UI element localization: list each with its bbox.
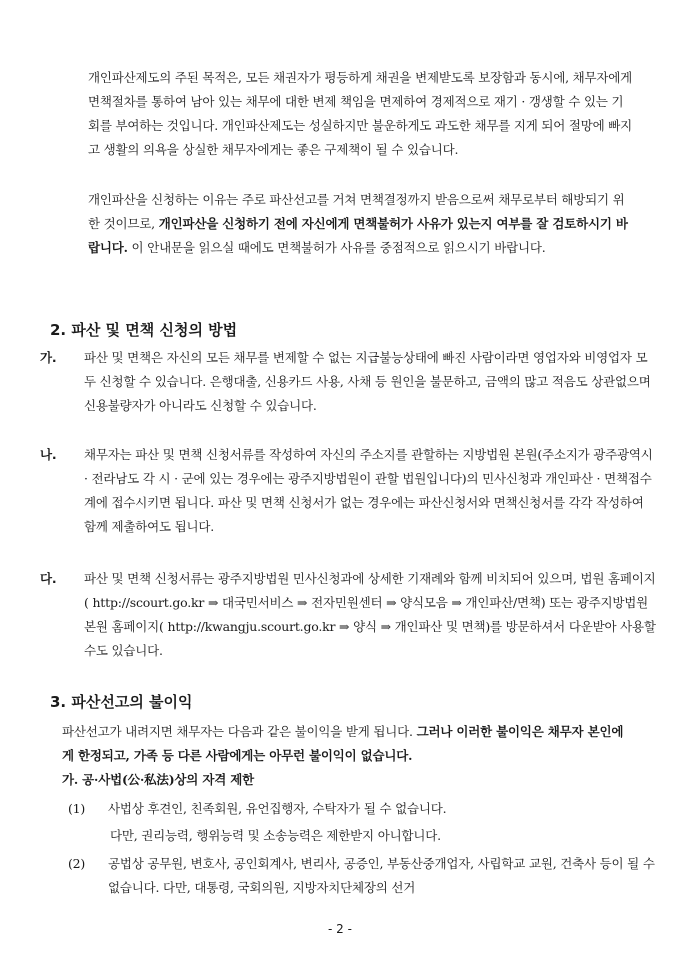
intro-paragraph-1 (88, 66, 633, 162)
section-2-item-marker: 가. (40, 350, 57, 365)
subitem-number: (1) (68, 801, 86, 816)
section-3-subitem-1 (68, 797, 655, 821)
intro-paragraph-1-text: 개인파산제도의 주된 목적은, 모든 채권자가 평등하게 채권을 변제받도록 보장함과 동시에, 채무자에게 면책절차를 통하여 남아 있는 채무에 대한 변제 책임을 면제하여 경제적으로 재기 · 갱생할 수 있는 기회를 부여하는 것입니다. 개인파산제도는 성실하지만 불운하게도 과도한 채무를 지게 되어 절망에 빠지고 생활의 의욕을 상실한 채무자에게는 좋은 구제책이 될 수 있습니다. (88, 70, 633, 157)
section-3-subitem-2 (68, 852, 655, 900)
section-2-item-ga (40, 346, 657, 418)
section-2-item-marker: 나. (40, 447, 57, 462)
page-number: - 2 - (328, 922, 352, 936)
subitem-text: 공법상 공무원, 변호사, 공인회계사, 변리사, 공증인, 부동산중개업자, 사립학교 교원, 건축사 등이 될 수 없습니다. 다만, 대통령, 국회의원, 지방자치단체장의 선거 (108, 856, 655, 895)
intro-paragraph-2 (88, 188, 633, 260)
section-3-subitem-1-note: 다만, 권리능력, 행위능력 및 소송능력은 제한받지 아니합니다. (110, 828, 441, 843)
section-3-intro-emphasis: 그러나 이러한 불이익은 채무자 본인에게 한정되고, 가족 등 다른 사람에게는 아무런 불이익이 없습니다. (62, 724, 624, 763)
section-2-heading: 2. 파산 및 면책 신청의 방법 (50, 321, 238, 339)
subitem-number: (2) (68, 856, 86, 871)
section-3-heading: 3. 파산선고의 불이익 (50, 693, 193, 711)
subitem-text: 사법상 후견인, 친족회원, 유언집행자, 수탁자가 될 수 없습니다. (108, 801, 447, 816)
intro-paragraph-2-text-a: 개인파산을 신청하는 이유는 주로 파산선고를 거쳐 면책결정까지 받음으로써 채무로부터 해방되기 위한 것이므로, (88, 192, 625, 231)
section-2-item-marker: 다. (40, 571, 57, 586)
section-2-item-text: 파산 및 면책 신청서류는 광주지방법원 민사신청과에 상세한 기재례와 함께 비치되어 있으며, 법원 홈페이지( http://scourt.go.kr ⇒ 대국민서비스 ⇒ 전자민원센터 ⇒ 양식모음 ⇒ 개인파산/면책) 또는 광주지방법원 본원 홈페이지( http://kwangju.scourt.go.kr ⇒ 양식 ⇒ 개인파산 및 면책)를 방문하셔서 다운받아 사용할 수도 있습니다. (84, 571, 656, 658)
section-3-intro-text: 파산선고가 내려지면 채무자는 다음과 같은 불이익을 받게 됩니다. (62, 724, 417, 739)
section-3-subheading: 가. 공·사법(公·私法)상의 자격 제한 (62, 772, 254, 787)
intro-paragraph-2-emphasis: 개인파산을 신청하기 전에 자신에게 면책불허가 사유가 있는지 여부를 잘 검토하시기 바랍니다. (88, 216, 628, 255)
section-2-item-da (40, 567, 657, 663)
intro-paragraph-2-text-c: 이 안내문을 읽으실 때에도 면책불허가 사유를 중점적으로 읽으시기 바랍니다. (127, 240, 546, 255)
section-3-intro (62, 720, 635, 768)
section-2-item-na (40, 443, 657, 539)
section-2-item-text: 파산 및 면책은 자신의 모든 채무를 변제할 수 없는 지급불능상태에 빠진 사람이라면 영업자와 비영업자 모두 신청할 수 있습니다. 은행대출, 신용카드 사용, 사채 등 원인을 불문하고, 금액의 많고 적음도 상관없으며 신용불량자가 아니라도 신청할 수 있습니다. (84, 350, 651, 413)
section-2-item-text: 채무자는 파산 및 면책 신청서류를 작성하여 자신의 주소지를 관할하는 지방법원 본원(주소지가 광주광역시 · 전라남도 각 시 · 군에 있는 경우에는 광주지방법원이 관할 법원입니다)의 민사신청과 개인파산 · 면책접수계에 접수시키면 됩니다. 파산 및 면책 신청서가 없는 경우에는 파산신청서와 면책신청서를 각각 작성하여 함께 제출하여도 됩니다. (84, 447, 653, 534)
